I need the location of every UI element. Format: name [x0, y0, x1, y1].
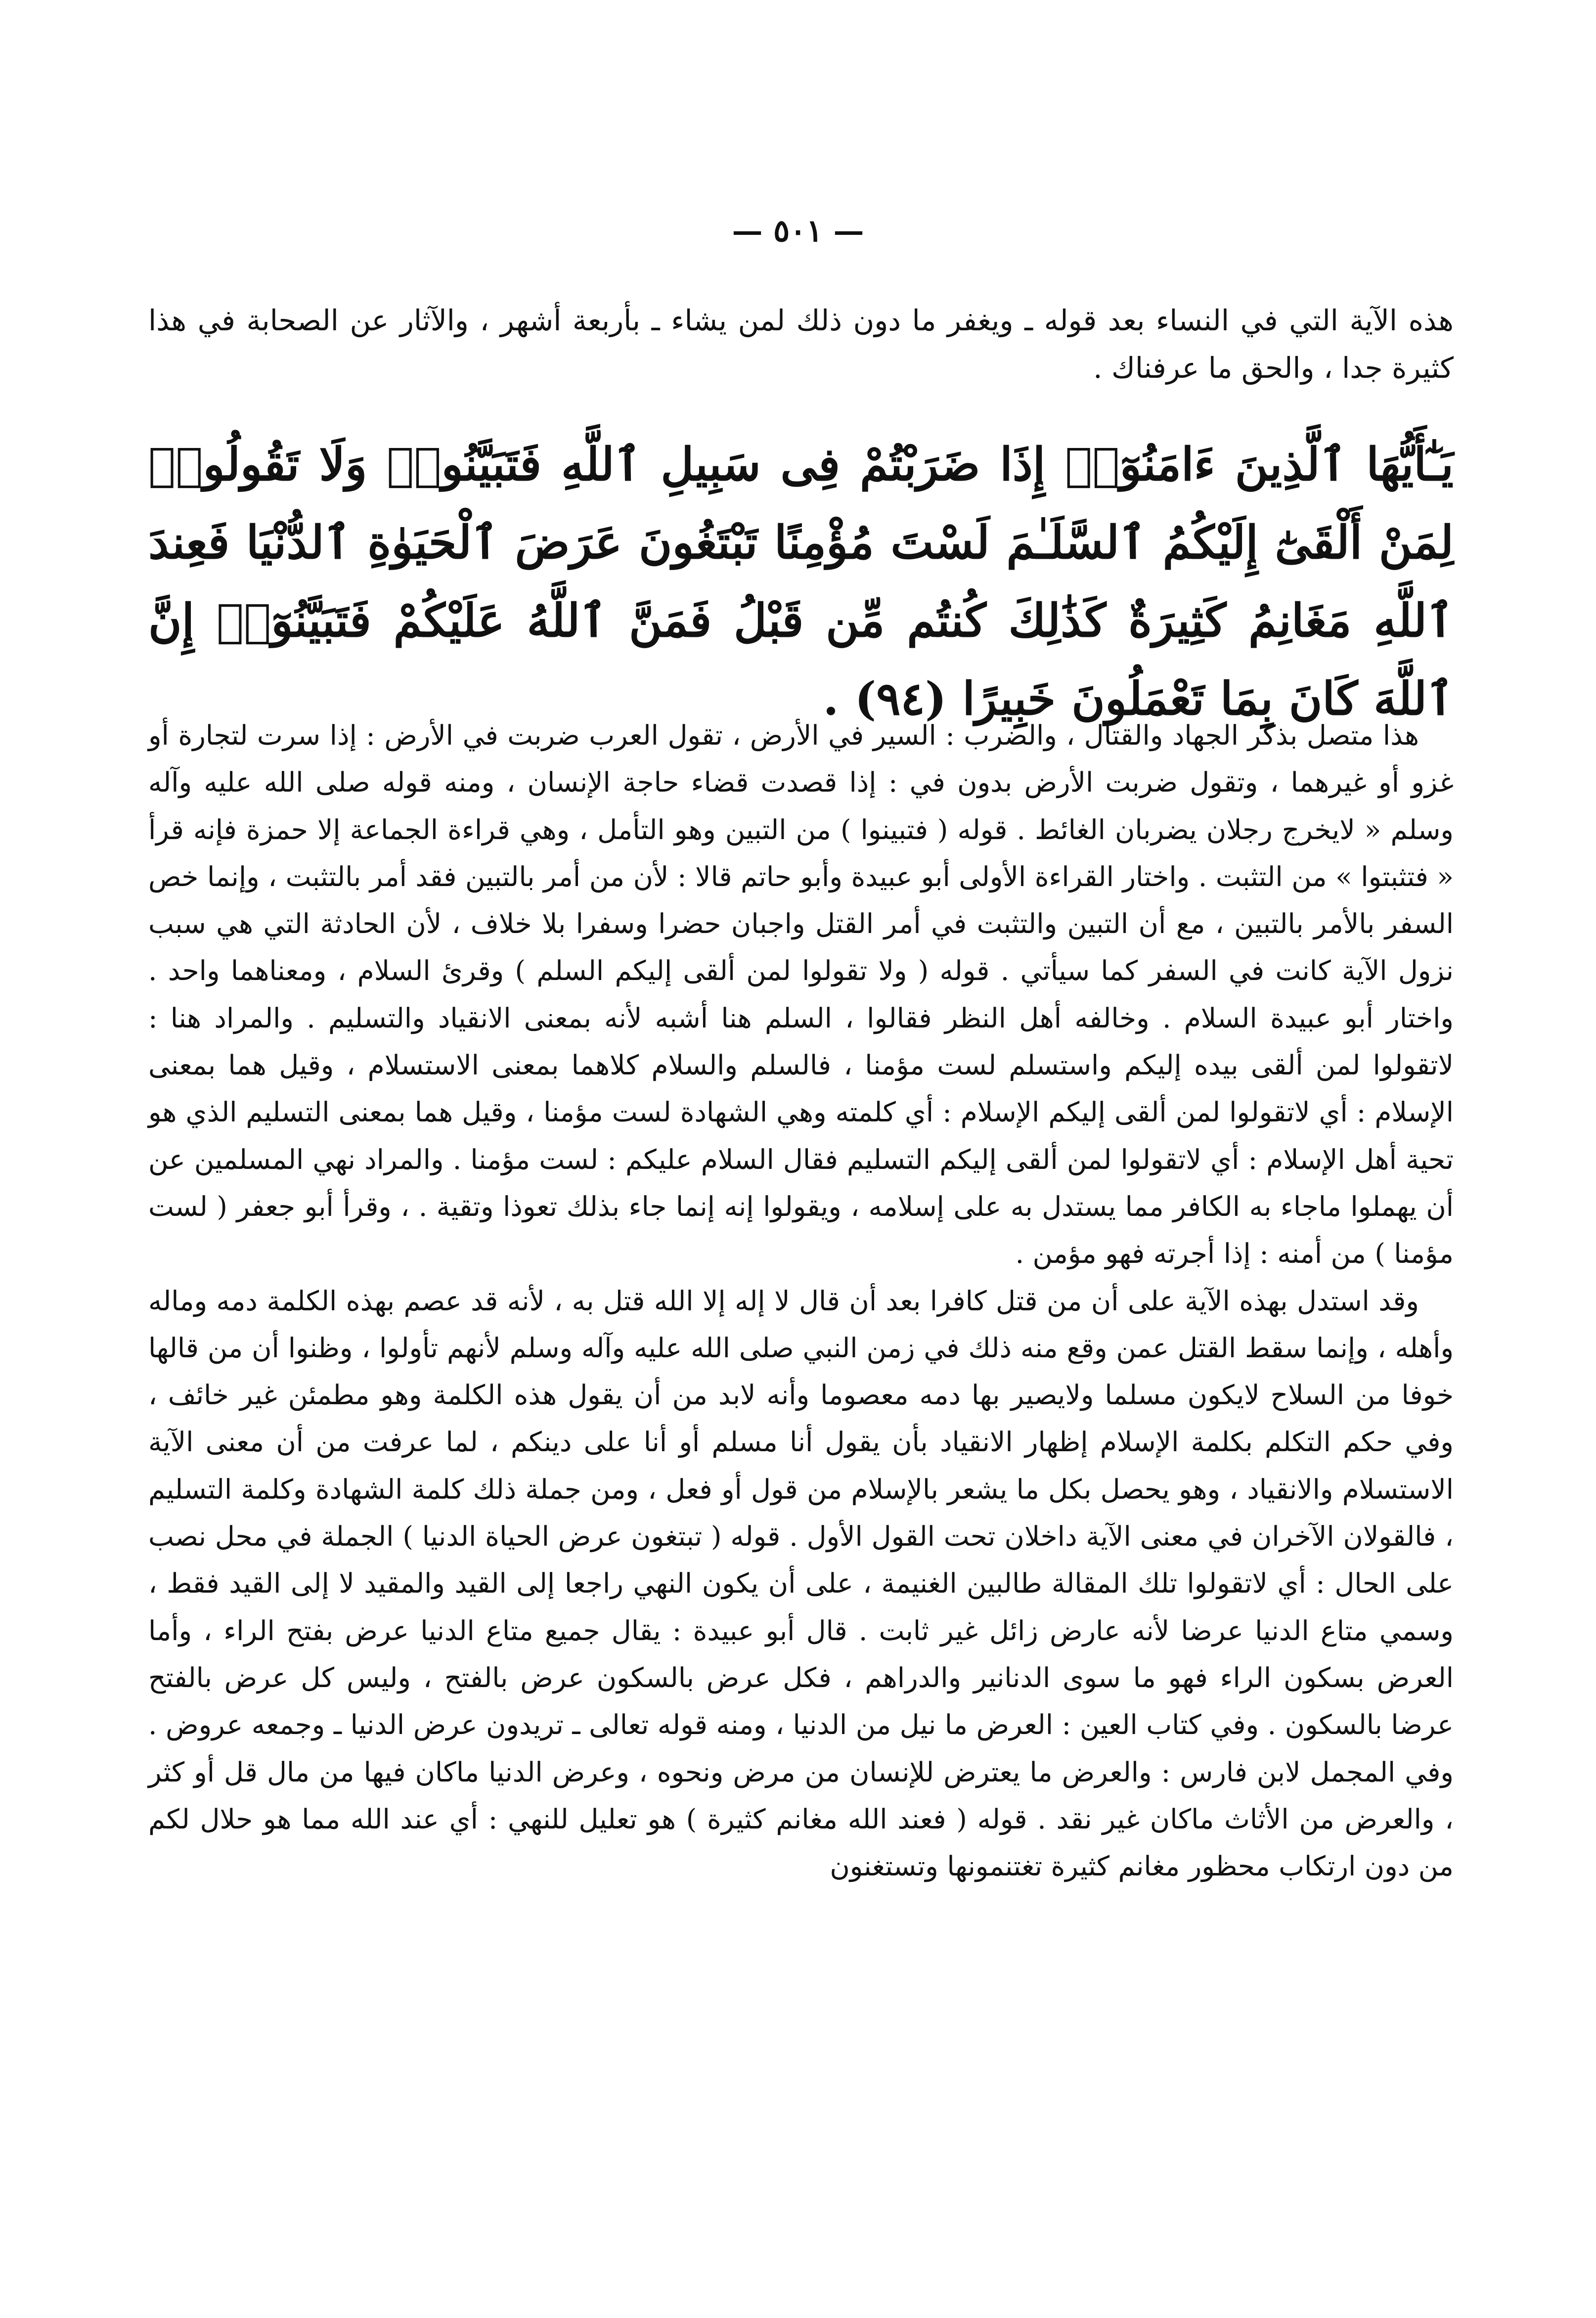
commentary-paragraph: هذا متصل بذكر الجهاد والقتال ، والضرب : السير في الأرض ، تقول العرب ضربت في الأرض : إذا سرت لتجارة أو غزو أو غيرهما ، وتقول ضربت الأرض بدون في : إذا قصدت قضاء حاجة الإنسان ، ومنه قوله صلى الله عليه وآله وسلم « لايخرج رجلان يضربان الغائط . قوله ( فتبينوا ) من التبين وهو التأمل ، وهي قراءة الجماعة إلا حمزة فإنه قرأ « فتثبتوا » من التثبت . واختار القراءة الأولى أبو عبيدة وأبو حاتم قالا : لأن من أمر بالتبين فقد أمر بالتثبت ، وإنما خص السفر بالأمر بالتبين ، مع أن التبين والتثبت في أمر القتل واجبان حضرا وسفرا بلا خلاف ، لأن الحادثة التي هي سبب نزول الآية كانت في السفر كما سيأتي . قوله ( ولا تقولوا لمن ألقى إليكم السلم ) وقرئ السلام ، ومعناهما واحد . واختار أبو عبيدة السلام . وخالفه أهل النظر فقالوا ، السلم هنا أشبه لأنه بمعنى الانقياد والتسليم . والمراد هنا : لاتقولوا لمن ألقى بيده إليكم واستسلم لست مؤمنا ، فالسلم والسلام كلاهما بمعنى الاستسلام ، وقيل هما بمعنى الإسلام : أي لاتقولوا لمن ألقى إليكم الإسلام : أي كلمته وهي الشهادة لست مؤمنا ، وقيل هما بمعنى التسليم الذي هو تحية أهل الإسلام : أي لاتقولوا لمن ألقى إليكم التسليم فقال السلام عليكم : لست مؤمنا . والمراد نهي المسلمين عن أن يهملوا ماجاء به الكافر مما يستدل به على إسلامه ، ويقولوا إنه إنما جاء بذلك تعوذا وتقية . ، وقرأ أبو جعفر ( لست مؤمنا ) من أمنه : إذا أجرته فهو مؤمن . [148, 719, 1454, 1270]
commentary [148, 712, 1454, 1890]
intro-paragraph: هذه الآية التي في النساء بعد قوله ـ ويغفر ما دون ذلك لمن يشاء ـ بأربعة أشهر ، والآثار عن الصحابة في هذا كثيرة جدا ، والحق ما عرفناك . [148, 304, 1454, 385]
quran-verse: يَـٰٓأَيُّهَا ٱلَّذِينَ ءَامَنُوٓا۟ إِذَا ضَرَبْتُمْ فِى سَبِيلِ ٱللَّهِ فَتَبَيَّنُوا۟ وَلَا تَقُولُوا۟ لِمَنْ أَلْقَىٰٓ إِلَيْكُمُ ٱلسَّلَـٰمَ لَسْتَ مُؤْمِنًا تَبْتَغُونَ عَرَضَ ٱلْحَيَوٰةِ ٱلدُّنْيَا فَعِندَ ٱللَّهِ مَغَانِمُ كَثِيرَةٌ كَذَٰلِكَ كُنتُم مِّن قَبْلُ فَمَنَّ ٱللَّهُ عَلَيْكُمْ فَتَبَيَّنُوٓا۟ إِنَّ ٱللَّهَ كَانَ بِمَا تَعْمَلُونَ خَبِيرًا (٩٤) . [148, 438, 1454, 725]
page-number: — ٥٠١ — [732, 213, 864, 249]
commentary-paragraph: وقد استدل بهذه الآية على أن من قتل كافرا بعد أن قال لا إله إلا الله قتل به ، لأنه قد عصم بهذه الكلمة دمه وماله وأهله ، وإنما سقط القتل عمن وقع منه ذلك في زمن النبي صلى الله عليه وآله وسلم لأنهم تأولوا ، وظنوا أن من قالها خوفا من السلاح لايكون مسلما ولايصير بها دمه معصوما وأنه لابد من أن يقول هذه الكلمة وهو مطمئن غير خائف ، وفي حكم التكلم بكلمة الإسلام إظهار الانقياد بأن يقول أنا مسلم أو أنا على دينكم ، لما عرفت من أن معنى الآية الاستسلام والانقياد ، وهو يحصل بكل ما يشعر بالإسلام من قول أو فعل ، ومن جملة ذلك كلمة الشهادة وكلمة التسليم ، فالقولان الآخران في معنى الآية داخلان تحت القول الأول . قوله ( تبتغون عرض الحياة الدنيا ) الجملة في محل نصب على الحال : أي لاتقولوا تلك المقالة طالبين الغنيمة ، على أن يكون النهي راجعا إلى القيد والمقيد لا إلى القيد فقط ، وسمي متاع الدنيا عرضا لأنه عارض زائل غير ثابت . قال أبو عبيدة : يقال جميع متاع الدنيا عرض بفتح الراء ، وأما العرض بسكون الراء فهو ما سوى الدنانير والدراهم ، فكل عرض بالسكون عرض بالفتح ، وليس كل عرض بالفتح عرضا بالسكون . وفي كتاب العين : العرض ما نيل من الدنيا ، ومنه قوله تعالى ـ تريدون عرض الدنيا ـ وجمعه عروض . وفي المجمل لابن فارس : والعرض ما يعترض للإنسان من مرض ونحوه ، وعرض الدنيا ماكان فيها من مال قل أو كثر ، والعرض من الأثاث ماكان غير نقد . قوله ( فعند الله مغانم كثيرة ) هو تعليل للنهي : أي عند الله مما هو حلال لكم من دون ارتكاب محظور مغانم كثيرة تغتنمونها وتستغنون [148, 1285, 1454, 1882]
